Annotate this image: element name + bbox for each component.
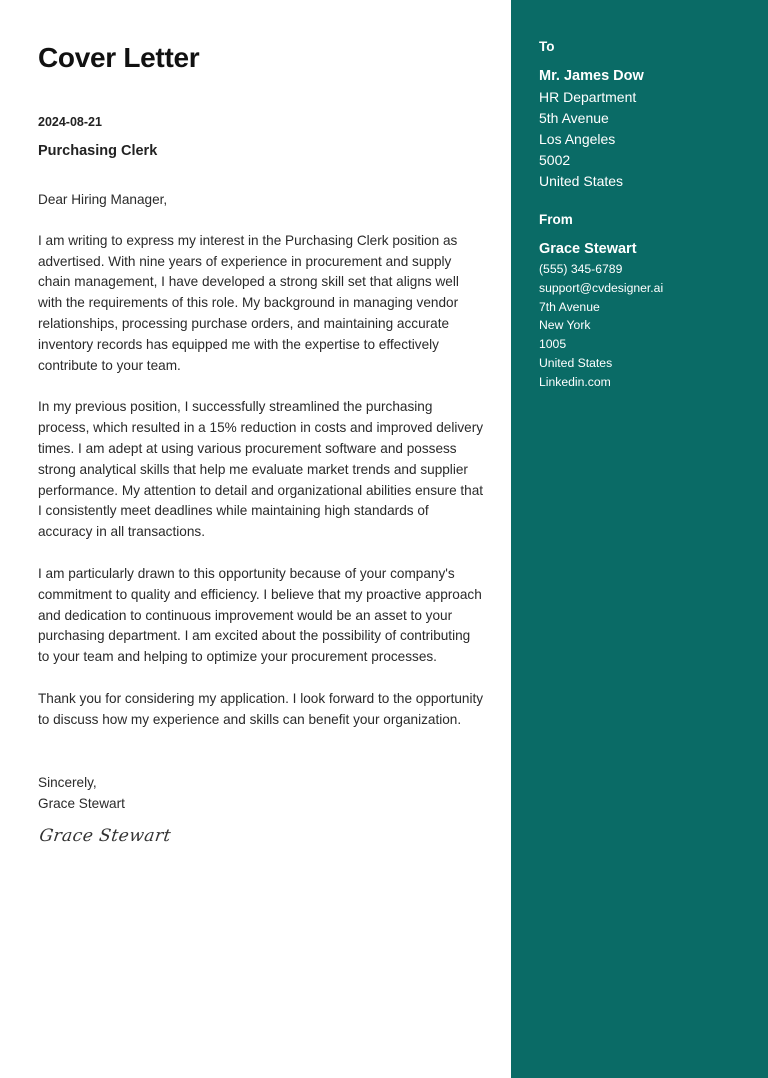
- recipient-country: United States: [539, 173, 624, 189]
- closing-phrase: Sincerely,: [38, 775, 97, 790]
- sender-zip: 1005: [539, 337, 567, 352]
- letter-body: [38, 190, 484, 752]
- recipient-name: Mr. James Dow: [539, 68, 644, 84]
- sender-street: 7th Avenue: [539, 299, 600, 314]
- to-heading: To: [539, 39, 555, 54]
- handwritten-signature: Grace Stewart: [38, 826, 173, 846]
- paragraph-2: In my previous position, I successfully streamlined the purchasing process, which resulted in a 15% reduction in costs and improved delivery times. I am adept at using various procurement software and possess strong analytical skills that help me evaluate market trends and supplier performance. My attention to detail and organizational abilities ensure that I consistently meet deadlines while maintaining high standards of accuracy in all transactions.: [38, 399, 484, 540]
- letter-main-column: [38, 0, 486, 1078]
- paragraph-3: I am particularly drawn to this opportunity because of your company's commitment to quality and efficiency. I believe that my proactive approach and dedication to continuous improvement would be an asset to your purchasing department. I am excited about the possibility of contributing to your team and helping to optimize your procurement processes.: [38, 565, 482, 665]
- paragraph-4: Thank you for considering my application. I look forward to the opportunity to discuss how my experience and skills can benefit your organization.: [38, 690, 484, 727]
- sender-name: Grace Stewart: [539, 241, 637, 257]
- position-title: Purchasing Clerk: [38, 143, 158, 159]
- letter-date: 2024-08-21: [38, 115, 102, 129]
- sidebar-content: [539, 38, 754, 392]
- letter-closing: [38, 772, 125, 814]
- recipient-city: Los Angeles: [539, 131, 616, 147]
- contact-sidebar: [511, 0, 768, 1078]
- sender-country: United States: [539, 355, 613, 370]
- sender-phone: (555) 345-6789: [539, 262, 623, 276]
- paragraph-1: I am writing to express my interest in the Purchasing Clerk position as advertised. With nine years of experience in procurement and supply chain management, I have developed a strong skill set that aligns well with the requirements of this role. My background in managing vendor relationships, processing purchase orders, and maintaining accurate inventory records has equipped me with the expertise to effectively contribute to your team.: [38, 232, 459, 373]
- salutation: Dear Hiring Manager,: [38, 192, 168, 207]
- recipient-street: 5th Avenue: [539, 110, 609, 126]
- sender-city: New York: [539, 318, 591, 333]
- recipient-block: [539, 66, 754, 192]
- recipient-zip: 5002: [539, 152, 571, 168]
- closing-name: Grace Stewart: [38, 796, 125, 811]
- sender-email: support@cvdesigner.ai: [539, 280, 664, 295]
- recipient-department: HR Department: [539, 89, 637, 105]
- page-title: Cover Letter: [38, 42, 200, 73]
- from-heading: From: [539, 212, 573, 227]
- sender-block: [539, 239, 754, 392]
- sender-website: Linkedin.com: [539, 374, 611, 389]
